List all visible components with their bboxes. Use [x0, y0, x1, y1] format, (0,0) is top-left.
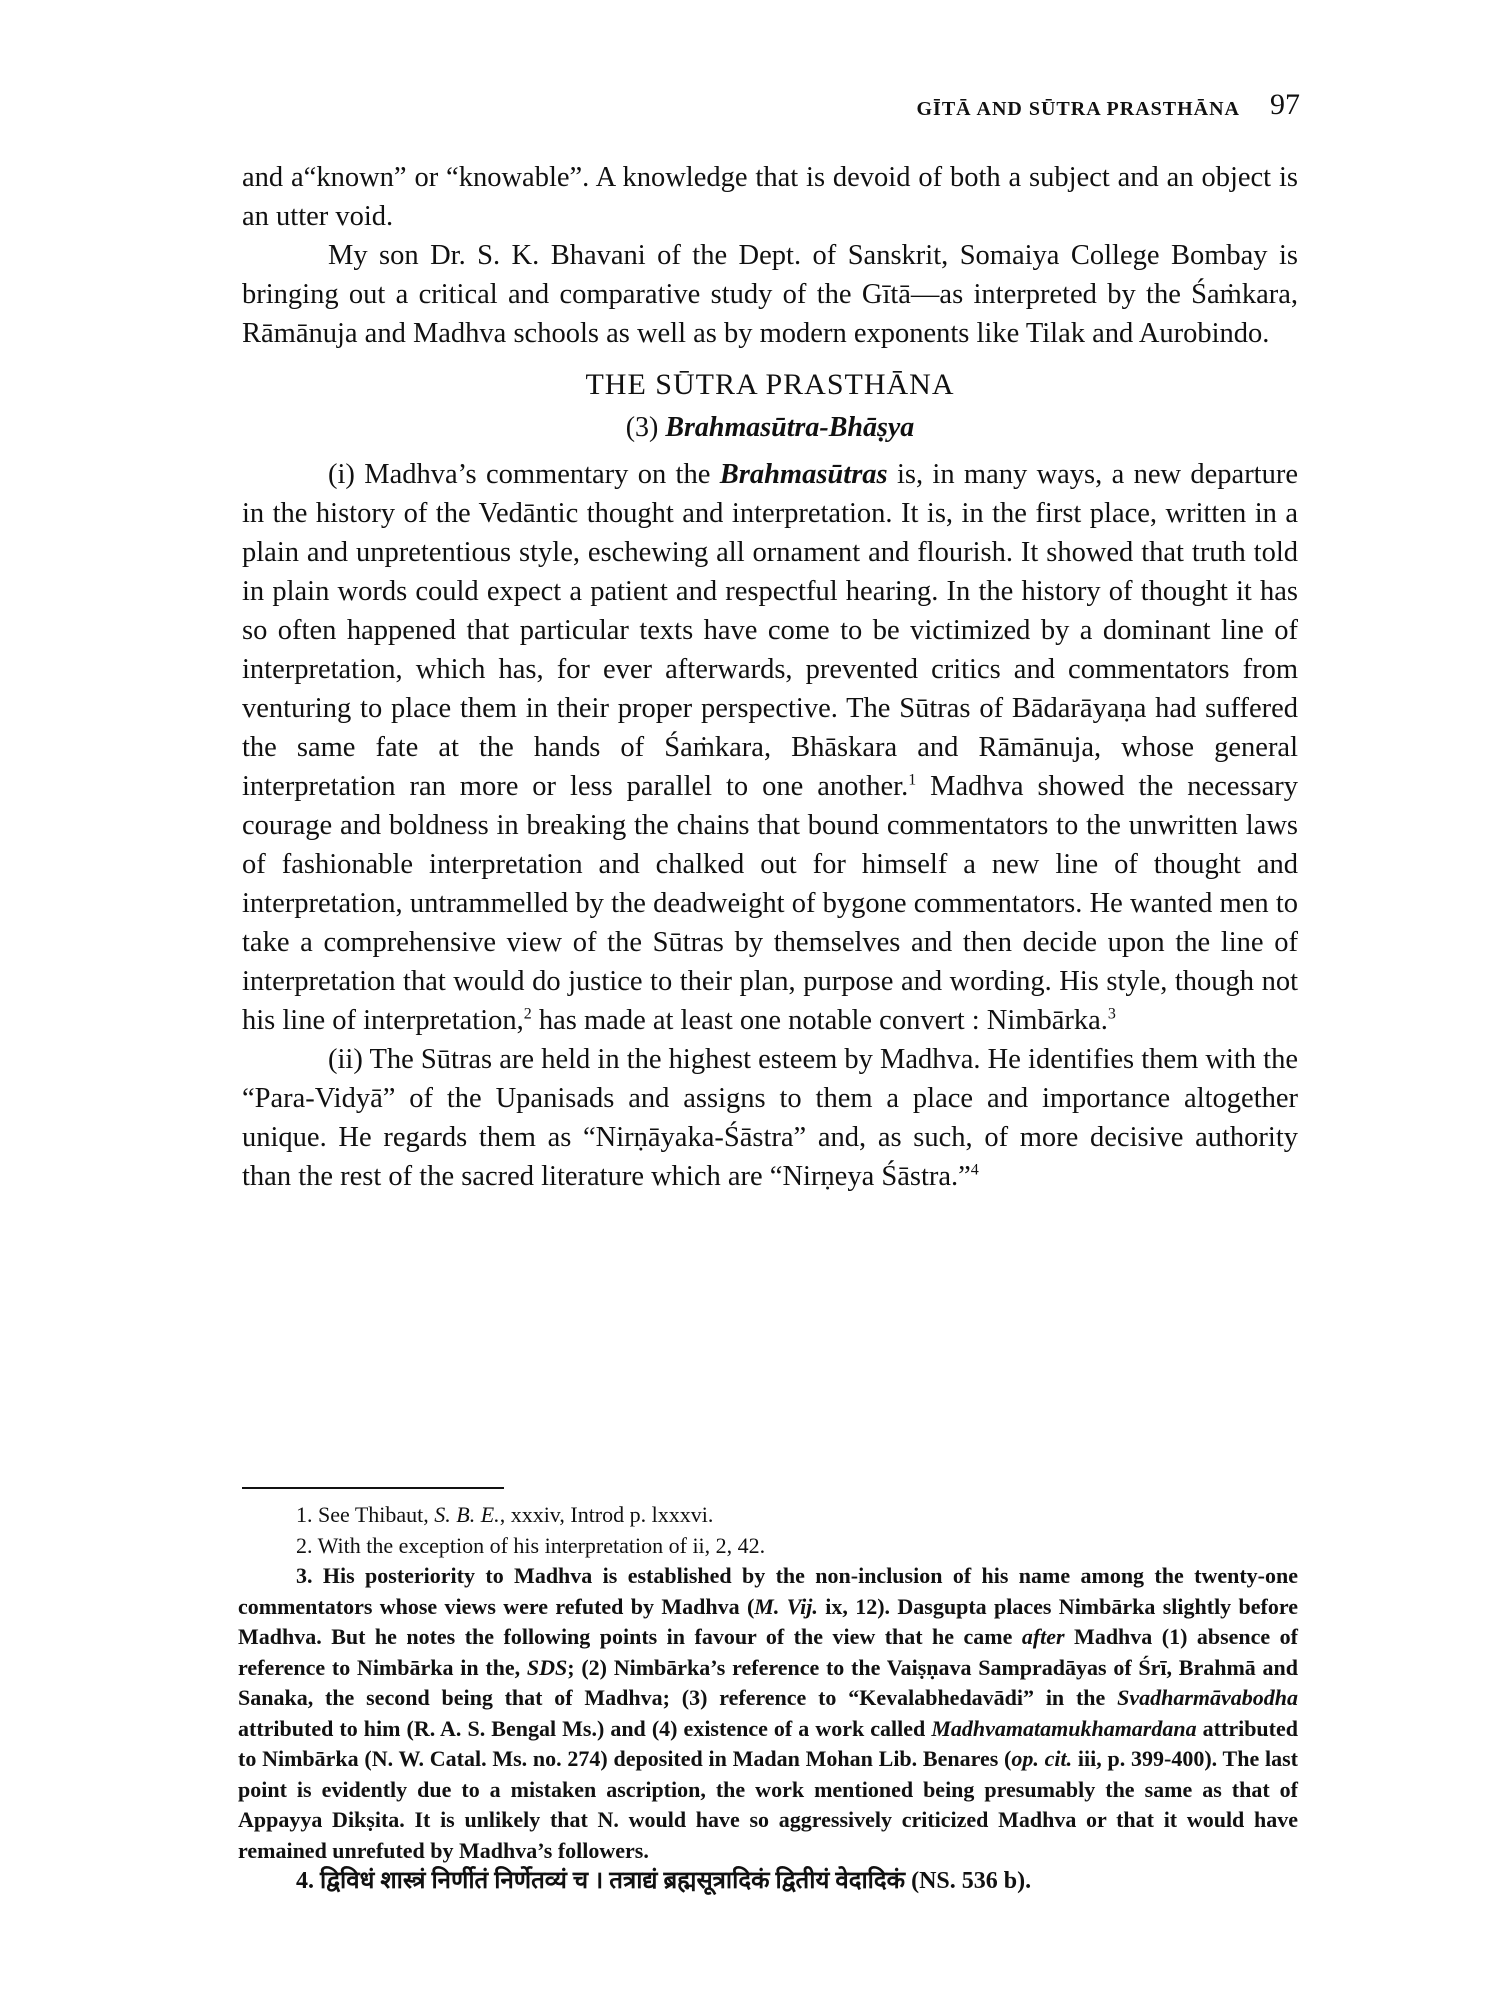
- paragraph-1: and a“known” or “knowable”. A knowledge that is devoid of both a subject and an object is an utter void.: [242, 162, 1298, 232]
- page-header: [240, 88, 1300, 132]
- footnote-italic: after: [1021, 1624, 1065, 1649]
- main-text: [242, 158, 1298, 1196]
- footnote-text: ; (2) Nimbārka’s reference to the Vaiṣṇava Sampradāyas of Śrī, Brahmā and Sanaka, the second being that of Madhva; (3) reference to “Kevalabhedavādi” in the: [238, 1654, 1298, 1710]
- subheading-number: (3): [625, 412, 659, 443]
- footnote-ref-1[interactable]: 1: [908, 771, 917, 789]
- footnotes: [238, 1500, 1298, 1897]
- footnote-italic: M. Vij.: [754, 1593, 818, 1619]
- paragraph-4: [242, 1040, 1298, 1196]
- footnote-text: attributed to him (R. A. S. Bengal Ms.) and (4) existence of a work called: [238, 1715, 932, 1741]
- paragraph-3-text: has made at least one notable convert : Nimbārka.: [531, 1005, 1108, 1036]
- footnote-3: [238, 1561, 1298, 1866]
- paragraph-3-text: Madhva showed the necessary courage and boldness in breaking the chains that bound commentators to the unwritten laws of fashionable interpretation and chalked out for himself a new line of thought and interpretation, untrammelled by the deadweight of bygone commentators. He wanted men to take a comprehensive view of the Sūtras by themselves and then decide upon the line of interpretation that would do justice to their plan, purpose and wording. His style, though not his line of interpretation,: [242, 771, 1298, 1036]
- footnote-1: [238, 1500, 1298, 1531]
- footnote-4: 4. द्विविधं शास्त्रं निर्णीतं निर्णेतव्यं च । तत्राद्यं ब्रह्मसूत्रादिकं द्वितीयं वेदादिकं (NS. 536 b).: [296, 1868, 1032, 1894]
- paragraph-4-text: (ii) The Sūtras are held in the highest esteem by Madhva. He identifies them with the “Para-Vidyā” of the Upanisads and assigns to them a place and importance altogether unique. He regards them as “Nirṇāyaka-Śāstra” and, as such, of more decisive authority than the rest of the sacred literature which are “Nirṇeya Śāstra.”: [242, 1044, 1298, 1192]
- section-heading: THE SŪTRA PRASTHĀNA: [585, 368, 955, 401]
- section-subheading: [242, 407, 1298, 449]
- footnote-italic: Madhvamatamukhamardana: [931, 1715, 1197, 1741]
- footnote-ref-4[interactable]: 4: [970, 1161, 979, 1179]
- footnote-italic: Svadharmāvabodha: [1117, 1685, 1298, 1710]
- footnote-text: 1. See Thibaut,: [296, 1502, 435, 1527]
- footnote-text: Madhva (1) absence of reference to Nimbārka in the,: [238, 1624, 1298, 1680]
- footnote-2: 2. With the exception of his interpretation of ii, 2, 42.: [296, 1532, 766, 1558]
- footnote-italic: S. B. E.: [434, 1502, 500, 1527]
- subheading-title: Brahmasūtra-Bhāṣya: [665, 412, 915, 443]
- footnote-italic: op. cit.: [1011, 1746, 1073, 1771]
- page-number: 97: [1270, 88, 1300, 121]
- footnote-italic: SDS: [526, 1654, 568, 1680]
- footnote-text: , xxxiv, Introd p. lxxxvi.: [499, 1502, 714, 1527]
- footnote-text: iii, p. 399-400). The last point is evidently due to a mistaken ascription, the work mentioned being presumably the same as that of Appayya Dikṣita. It is unlikely that N. would have so aggressively criticized Madhva or that it would have remained unrefuted by Madhva’s followers.: [238, 1746, 1298, 1863]
- running-head: GĪTĀ AND SŪTRA PRASTHĀNA: [916, 98, 1240, 120]
- footnote-ref-3[interactable]: 3: [1107, 1005, 1116, 1023]
- work-title: Brahmasūtras: [719, 459, 888, 490]
- paragraph-2: My son Dr. S. K. Bhavani of the Dept. of Sanskrit, Somaiya College Bombay is bringing out a critical and comparative study of the Gītā—as interpreted by the Śaṁkara, Rāmānuja and Madhva schools as well as by modern exponents like Tilak and Aurobindo.: [242, 240, 1298, 349]
- paragraph-3-text: (i) Madhva’s commentary on the: [328, 459, 720, 490]
- footnote-text: attributed to Nimbārka (N. W. Catal. Ms. no. 274) deposited in Madan Mohan Lib. Benares (: [238, 1715, 1298, 1771]
- paragraph-3: [242, 455, 1298, 1040]
- footnote-ref-2[interactable]: 2: [523, 1005, 532, 1023]
- footnote-text: 3. His posteriority to Madhva is established by the non-inclusion of his name among the twenty-one commentators whose views were refuted by Madhva (: [238, 1563, 1298, 1619]
- footnote-divider: [242, 1487, 504, 1489]
- paragraph-3-text: is, in many ways, a new departure in the history of the Vedāntic thought and interpretation. It is, in the first place, written in a plain and unpretentious style, eschewing all ornament and flourish. It showed that truth told in plain words could expect a patient and respectful hearing. In the history of thought it has so often happened that particular texts have come to be victimized by a dominant line of interpretation, which has, for ever afterwards, prevented critics and commentators from venturing to place them in their proper perspective. The Sūtras of Bādarāyaṇa had suffered the same fate at the hands of Śaṁkara, Bhāskara and Rāmānuja, whose general interpretation ran more or less parallel to one another.: [242, 459, 1298, 802]
- footnote-text: ix, 12). Dasgupta places Nimbārka slightly before Madhva. But he notes the following points in favour of the view that he came: [238, 1593, 1298, 1649]
